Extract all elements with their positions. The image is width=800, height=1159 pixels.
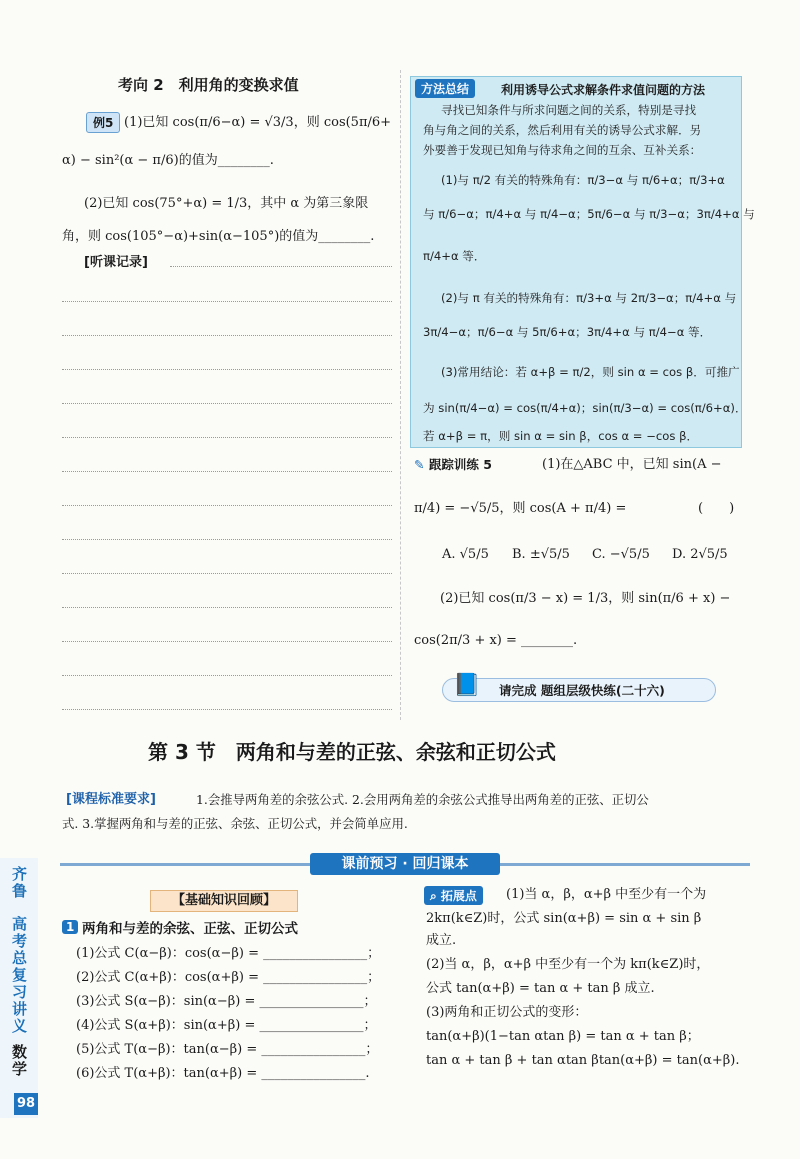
option-c[interactable]: C. −√5/5 — [592, 547, 650, 562]
item-1-number: 1 — [62, 920, 78, 934]
method-line: 外要善于发现已知角与待求角之间的互余、互补关系： — [423, 143, 702, 157]
item-1-title: 两角和与差的余弦、正弦、正切公式 — [82, 921, 298, 937]
notes-line[interactable] — [62, 709, 392, 710]
track-label: ✎ 跟踪训练 5 — [414, 457, 492, 472]
banner-text: 课前预习 · 回归课本 — [310, 853, 500, 875]
track-q2-line-2: cos(2π/3 + x) = ________. — [414, 633, 578, 648]
extension-line: tan(α+β)(1−tan αtan β) = tan α + tan β； — [426, 1029, 700, 1044]
method-line: (2)与 π 有关的特殊角有：π/3+α 与 2π/3−α；π/4+α 与 — [441, 291, 737, 305]
section-heading: 考向 2 利用角的变换求值 — [118, 76, 299, 94]
notes-line[interactable] — [62, 573, 392, 574]
method-summary-tag: 方法总结 — [415, 79, 475, 98]
formula-t-minus: (5)公式 T(α−β)：tan(α−β) = ________________； — [76, 1042, 379, 1057]
extension-line: 2kπ(k∈Z)时，公式 sin(α+β) = sin α + sin β — [426, 911, 702, 926]
method-summary-box — [410, 76, 755, 448]
method-line: 若 α+β = π，则 sin α = sin β，cos α = −cos β． — [423, 429, 699, 443]
track-q1-line-2: π/4) = −√5/5，则 cos(A + π/4) = — [414, 501, 627, 516]
notes-line[interactable] — [62, 437, 392, 438]
practice-link[interactable]: 📘 请完成 题组层级快练(二十六) — [442, 678, 716, 702]
notes-line[interactable] — [62, 471, 392, 472]
extension-line: tan α + tan β + tan αtan βtan(α+β) = tan(α+β). — [426, 1053, 740, 1068]
extension-line: (1)当 α，β，α+β 中至少有一个为 — [506, 887, 707, 902]
notes-line[interactable] — [62, 301, 392, 302]
formula-s-plus: (4)公式 S(α+β)：sin(α+β) = ________________； — [76, 1018, 377, 1033]
method-line: 寻找已知条件与所求问题之间的关系，特别是寻找 — [441, 103, 697, 117]
book-title: 高考总复习讲义 — [10, 916, 28, 1035]
subject-text: 数学 — [10, 1044, 28, 1078]
notes-line[interactable] — [62, 403, 392, 404]
method-line: 与 π/6−α；π/4+α 与 π/4−α；5π/6−α 与 π/3−α；3π/4+α 与 — [423, 207, 755, 221]
example-5-line-2: α) − sin²(α − π/6)的值为________. — [62, 153, 274, 168]
preview-banner — [60, 853, 750, 875]
notes-line[interactable] — [62, 675, 392, 676]
track-q1-paren: ( ) — [698, 501, 735, 516]
option-a[interactable]: A. √5/5 — [442, 547, 489, 562]
method-line: (3)常用结论：若 α+β = π/2，则 sin α = cos β．可推广 — [441, 365, 740, 379]
extension-line: 公式 tan(α+β) = tan α + tan β 成立. — [426, 981, 655, 996]
example-5-line-4: 角，则 cos(105°−α)+sin(α−105°)的值为________. — [62, 229, 375, 244]
extension-box — [410, 882, 750, 1070]
method-summary-title: 利用诱导公式求解条件求值问题的方法 — [501, 83, 706, 97]
formula-s-minus: (3)公式 S(α−β)：sin(α−β) = ________________； — [76, 994, 377, 1009]
method-line: 为 sin(π/4−α) = cos(π/4+α)；sin(π/3−α) = cos(π/6+α)． — [423, 401, 747, 415]
extension-line: (2)当 α，β，α+β 中至少有一个为 kπ(k∈Z)时， — [426, 957, 710, 972]
notes-label: [听课记录] — [84, 255, 148, 270]
notes-line[interactable] — [170, 266, 392, 267]
column-divider — [400, 70, 401, 720]
course-standard-line-1: 1.会推导两角差的余弦公式. 2.会用两角差的余弦公式推导出两角差的正弦、正切公 — [196, 792, 649, 807]
method-line: 3π/4−α；π/6−α 与 5π/6+α；3π/4+α 与 π/4−α 等． — [423, 325, 712, 339]
example-5-line-3: (2)已知 cos(75°+α) = 1/3，其中 α 为第三象限 — [84, 196, 369, 211]
notes-line[interactable] — [62, 607, 392, 608]
review-tag: 【基础知识回顾】 — [150, 890, 298, 912]
pencil-icon: ✎ — [414, 457, 425, 472]
extension-line: 成立. — [426, 933, 457, 948]
method-line: π/4+α 等． — [423, 249, 486, 263]
search-icon: ⌕ — [430, 889, 437, 903]
track-q1-line-1: (1)在△ABC 中，已知 sin(A − — [542, 457, 722, 472]
notes-line[interactable] — [62, 505, 392, 506]
course-standard-line-2: 式. 3.掌握两角和与差的正弦、余弦、正切公式，并会简单应用. — [62, 816, 408, 831]
notes-line[interactable] — [62, 369, 392, 370]
sidebar — [0, 858, 38, 1118]
page-number: 98 — [14, 1093, 38, 1115]
formula-t-plus: (6)公式 T(α+β)：tan(α+β) = ________________. — [76, 1066, 370, 1081]
book-icon: 📘 — [453, 673, 481, 698]
example-5-line-1: (1)已知 cos(π/6−α) = √3/3，则 cos(5π/6+ — [124, 115, 392, 130]
track-q2-line-1: (2)已知 cos(π/3 − x) = 1/3，则 sin(π/6 + x) − — [440, 591, 731, 606]
option-b[interactable]: B. ±√5/5 — [512, 547, 570, 562]
extension-tag: ⌕ 拓展点 — [424, 886, 483, 905]
section-title: 第 3 节 两角和与差的正弦、余弦和正切公式 — [148, 740, 556, 764]
method-line: (1)与 π/2 有关的特殊角有：π/3−α 与 π/6+α；π/3+α — [441, 173, 725, 187]
course-standard-label: [课程标准要求] — [66, 792, 156, 807]
extension-line: (3)两角和正切公式的变形： — [426, 1005, 588, 1020]
example-5-label: 例5 — [86, 112, 120, 133]
notes-line[interactable] — [62, 641, 392, 642]
notes-line[interactable] — [62, 335, 392, 336]
method-line: 角与角之间的关系，然后利用有关的诱导公式求解．另 — [423, 123, 702, 137]
formula-c-plus: (2)公式 C(α+β)：cos(α+β) = ________________； — [76, 970, 381, 985]
brand-text: 齐鲁 — [10, 866, 28, 900]
formula-c-minus: (1)公式 C(α−β)：cos(α−β) = ________________； — [76, 946, 381, 961]
notes-line[interactable] — [62, 539, 392, 540]
option-d[interactable]: D. 2√5/5 — [672, 547, 728, 562]
